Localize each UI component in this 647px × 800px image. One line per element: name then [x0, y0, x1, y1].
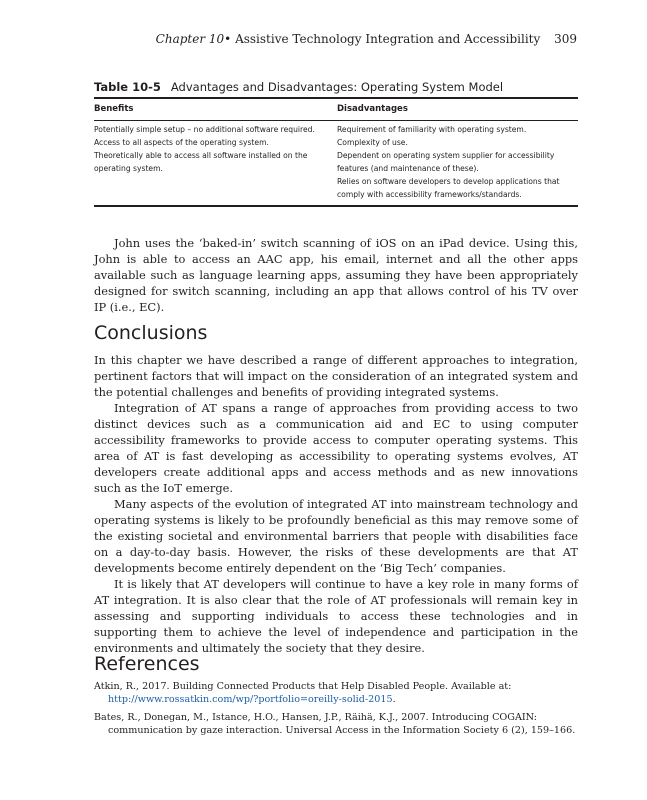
example-block	[94, 235, 578, 315]
conclusions-body	[94, 352, 578, 656]
reference-text: Atkin, R., 2017. Building Connected Products that Help Disabled People. Available at:	[94, 681, 512, 692]
running-head-chapter: Chapter 10	[155, 32, 225, 46]
conclusions-heading: Conclusions	[94, 322, 208, 344]
disadvantage-line: features (and maintenance of these).	[337, 164, 479, 174]
references-heading: References	[94, 653, 200, 675]
table-body-row	[94, 120, 578, 205]
example-paragraph: John uses the ‘baked-in’ switch scanning of iOS on an iPad device. Using this, John is able to access an AAC app, his email, internet and all the other apps available such as language learning apps, assuming they have been appropriately designed for switch scanning, including an app that allows control of his TV over IP (i.e., EC).	[94, 236, 578, 314]
running-head	[156, 31, 577, 47]
running-head-bullet: •	[224, 32, 232, 46]
disadvantage-line: Complexity of use.	[337, 138, 408, 148]
page-number: 309	[554, 32, 577, 46]
table-header-row	[94, 99, 578, 120]
conclusions-paragraph: It is likely that AT developers will continue to have a key role in many forms of AT integration. It is also clear that the role of AT professionals will remain key in assessing and supporting individuals to access these technologies and in supporting them to achieve the level of independence and participation in the environments and ultimately the society that they desire.	[94, 577, 578, 655]
running-head-title: Assistive Technology Integration and Accessibility	[235, 32, 541, 46]
disadvantages-cell	[337, 123, 578, 201]
table-caption	[94, 80, 503, 95]
reference-tail: .	[392, 694, 396, 705]
disadvantage-line: Requirement of familiarity with operating system.	[337, 125, 527, 135]
reference-link[interactable]: http://www.rossatkin.com/wp/?portfolio=oreilly-solid-2015	[108, 694, 393, 705]
benefit-line: Theoretically able to access all software installed on the	[94, 151, 308, 161]
benefit-line: operating system.	[94, 164, 163, 174]
header-disadvantages: Disadvantages	[337, 104, 408, 115]
conclusions-paragraph: In this chapter we have described a range of different approaches to integration, pertinent factors that will impact on the consideration of an integrated system and the potential challenges and benefits of providing integrated systems.	[94, 353, 578, 399]
disadvantage-line: comply with accessibility frameworks/standards.	[337, 190, 522, 200]
table-title: Advantages and Disadvantages: Operating System Model	[170, 80, 504, 94]
reference-text: Bates, R., Donegan, M., Istance, H.O., Hansen, J.P., Räihä, K.J., 2007. Introducing COGAIN: communication by gaze interaction. Universal Access in the Information Society 6 (2), 159–166.	[94, 712, 576, 736]
benefit-line: Potentially simple setup – no additional software required.	[94, 125, 315, 135]
conclusions-paragraph: Many aspects of the evolution of integrated AT into mainstream technology and operating systems is likely to be profoundly beneficial as this may remove some of the existing societal and environmental barriers that people with disabilities face on a day-to-day basis. However, the risks of these developments are that AT developments become entirely dependent on the ‘Big Tech’ companies.	[94, 497, 578, 575]
reference-item	[94, 680, 578, 706]
table-bottom-rule	[94, 205, 578, 207]
header-benefits: Benefits	[94, 104, 134, 115]
benefit-line: Access to all aspects of the operating system.	[94, 138, 269, 148]
references-list	[94, 680, 578, 742]
benefits-cell	[94, 123, 337, 201]
advantages-table	[94, 97, 578, 207]
disadvantage-line: Dependent on operating system supplier for accessibility	[337, 151, 555, 161]
conclusions-paragraph: Integration of AT spans a range of approaches from providing access to two distinct devices such as a communication aid and EC to using computer accessibility frameworks to provide access to computer operating systems. This area of AT is fast developing as accessibility to operating systems evolves, AT developers create additional apps and access methods and as new innovations such as the IoT emerge.	[94, 401, 578, 495]
disadvantage-line: Relies on software developers to develop applications that	[337, 177, 560, 187]
table-label: Table 10-5	[94, 80, 161, 94]
reference-item	[94, 711, 578, 737]
